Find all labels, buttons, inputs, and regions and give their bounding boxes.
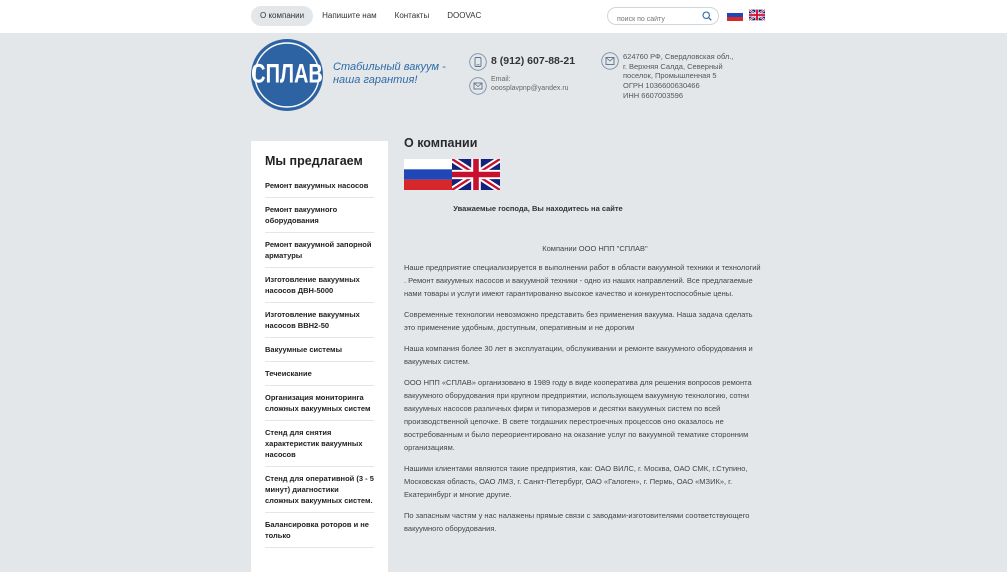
phone-number[interactable]: 8 (912) 607-88-21 <box>491 55 576 67</box>
paragraph: По запасным частям у нас налажены прямые связи с заводами-изготовителями соответствующего вакуумного оборудования. <box>404 511 750 533</box>
paragraph: Наша компания более 30 лет в эксплуатации, обслуживании и ремонте вакуумного оборудования и вакуумных систем. <box>404 344 753 366</box>
phone-icon <box>469 53 487 71</box>
sidebar-item-diagnostics-stand[interactable]: Стенд для оперативной (3 - 5 минут) диагностики сложных вакуумных систем. <box>265 467 374 513</box>
sidebar-item-dvn-5000[interactable]: Изготовление вакуумных насосов ДВН-5000 <box>265 268 374 303</box>
page-title: О компании <box>404 136 478 150</box>
sidebar-item-rotor-balancing[interactable]: Балансировка роторов и не только <box>265 513 374 548</box>
search-box <box>607 7 719 25</box>
company-address <box>623 52 748 101</box>
email-label: Email: <box>491 76 511 83</box>
paragraph: Нашими клиентами являются такие предприятия, как: ОАО ВИЛС, г. Москва, ОАО СМК, г.Ступино, Московская область, ОАО ЛМЗ, г. Санкт-Петербург, ОАО «Галоген», г. Пермь, ОАО «МЗИК», г. Екатеринбург и многие другие. <box>404 464 748 499</box>
company-logo[interactable] <box>250 38 324 112</box>
nav-doovac[interactable]: DOOVAC <box>447 11 482 20</box>
language-flags <box>404 159 764 190</box>
search-icon[interactable] <box>702 11 712 21</box>
address-line: 624760 РФ, Свердловская обл., <box>623 52 734 61</box>
ogrn-line: ОГРН 1036600630466 <box>623 81 700 91</box>
address-line: поселок, Промышленная 5 <box>623 71 717 81</box>
main-content <box>404 136 764 535</box>
slogan-line-1: Стабильный вакуум - <box>333 61 446 73</box>
paragraph: ООО НПП «СПЛАВ» организовано в 1989 году в виде кооператива для решения вопросов ремонта вакуумного оборудования при крупном предприятии, использующем вакуумную технологию, сотни вакуумных насосов различных фирм и типоразмеров и десятки вакуумных систем по всей производственной цепочке. В свете тогдашних перестроечных процессов оно оказалось не востребованным и было переориентировано на оказание услуг по вакуумной тематике сторонним организациям. <box>404 378 752 452</box>
slogan <box>333 61 446 87</box>
sidebar-item-test-stand[interactable]: Стенд для снятия характеристик вакуумных насосов <box>265 421 374 467</box>
sidebar-item-pump-repair[interactable]: Ремонт вакуумных насосов <box>265 174 374 198</box>
greeting-text: Уважаемые господа, Вы находитесь на сайте <box>453 204 623 213</box>
address-icon <box>601 52 619 70</box>
paragraph: Наше предприятие специализируется в выполнении работ в области вакуумной техники и технологий . Ремонт вакуумных насосов и вакуумной техники - одно из наших направлений. Все предлагаемые нами товары и услуги имеют гарантированно высокое качество и конкурентоспособные цены. <box>404 263 761 298</box>
sidebar-item-leak-detection[interactable]: Течеискание <box>265 362 374 386</box>
address-line: г. Верхняя Салда, Северный <box>623 61 723 71</box>
paragraph: Современные технологии невозможно представить без применения вакуума. Наша задача сделать это применение удобным, доступным, оперативным и не дорогим <box>404 310 753 332</box>
company-name: Компании ООО НПП "СПЛАВ" <box>542 244 648 253</box>
top-bar <box>0 0 1007 33</box>
sidebar-item-vacuum-systems[interactable]: Вакуумные системы <box>265 338 374 362</box>
nav-about[interactable]: О компании <box>251 6 313 26</box>
slogan-line-2: наша гарантия! <box>333 74 418 86</box>
search-input[interactable] <box>608 12 696 28</box>
russian-flag-icon[interactable] <box>727 9 743 21</box>
russian-flag-icon[interactable] <box>404 159 452 190</box>
sidebar-item-monitoring[interactable]: Организация мониторинга сложных вакуумных систем <box>265 386 374 421</box>
services-list <box>251 174 388 548</box>
sidebar-item-equipment-repair[interactable]: Ремонт вакуумного оборудования <box>265 198 374 233</box>
nav-contacts[interactable]: Контакты <box>394 11 430 20</box>
sidebar-item-vvn2-50[interactable]: Изготовление вакуумных насосов ВВН2-50 <box>265 303 374 338</box>
sidebar-item-valve-repair[interactable]: Ремонт вакуумной запорной арматуры <box>265 233 374 268</box>
top-nav <box>251 6 490 26</box>
sidebar-title: Мы предлагаем <box>265 154 363 168</box>
services-sidebar <box>251 141 388 572</box>
inn-line: ИНН 6607003596 <box>623 90 684 100</box>
email-icon <box>469 77 487 95</box>
email-link[interactable]: ooosplavpnp@yandex.ru <box>491 85 569 92</box>
logo-text: СПЛАВ <box>251 58 323 90</box>
uk-flag-icon[interactable] <box>749 9 765 21</box>
uk-flag-icon[interactable] <box>452 159 500 190</box>
nav-write-us[interactable]: Напишите нам <box>322 11 377 20</box>
